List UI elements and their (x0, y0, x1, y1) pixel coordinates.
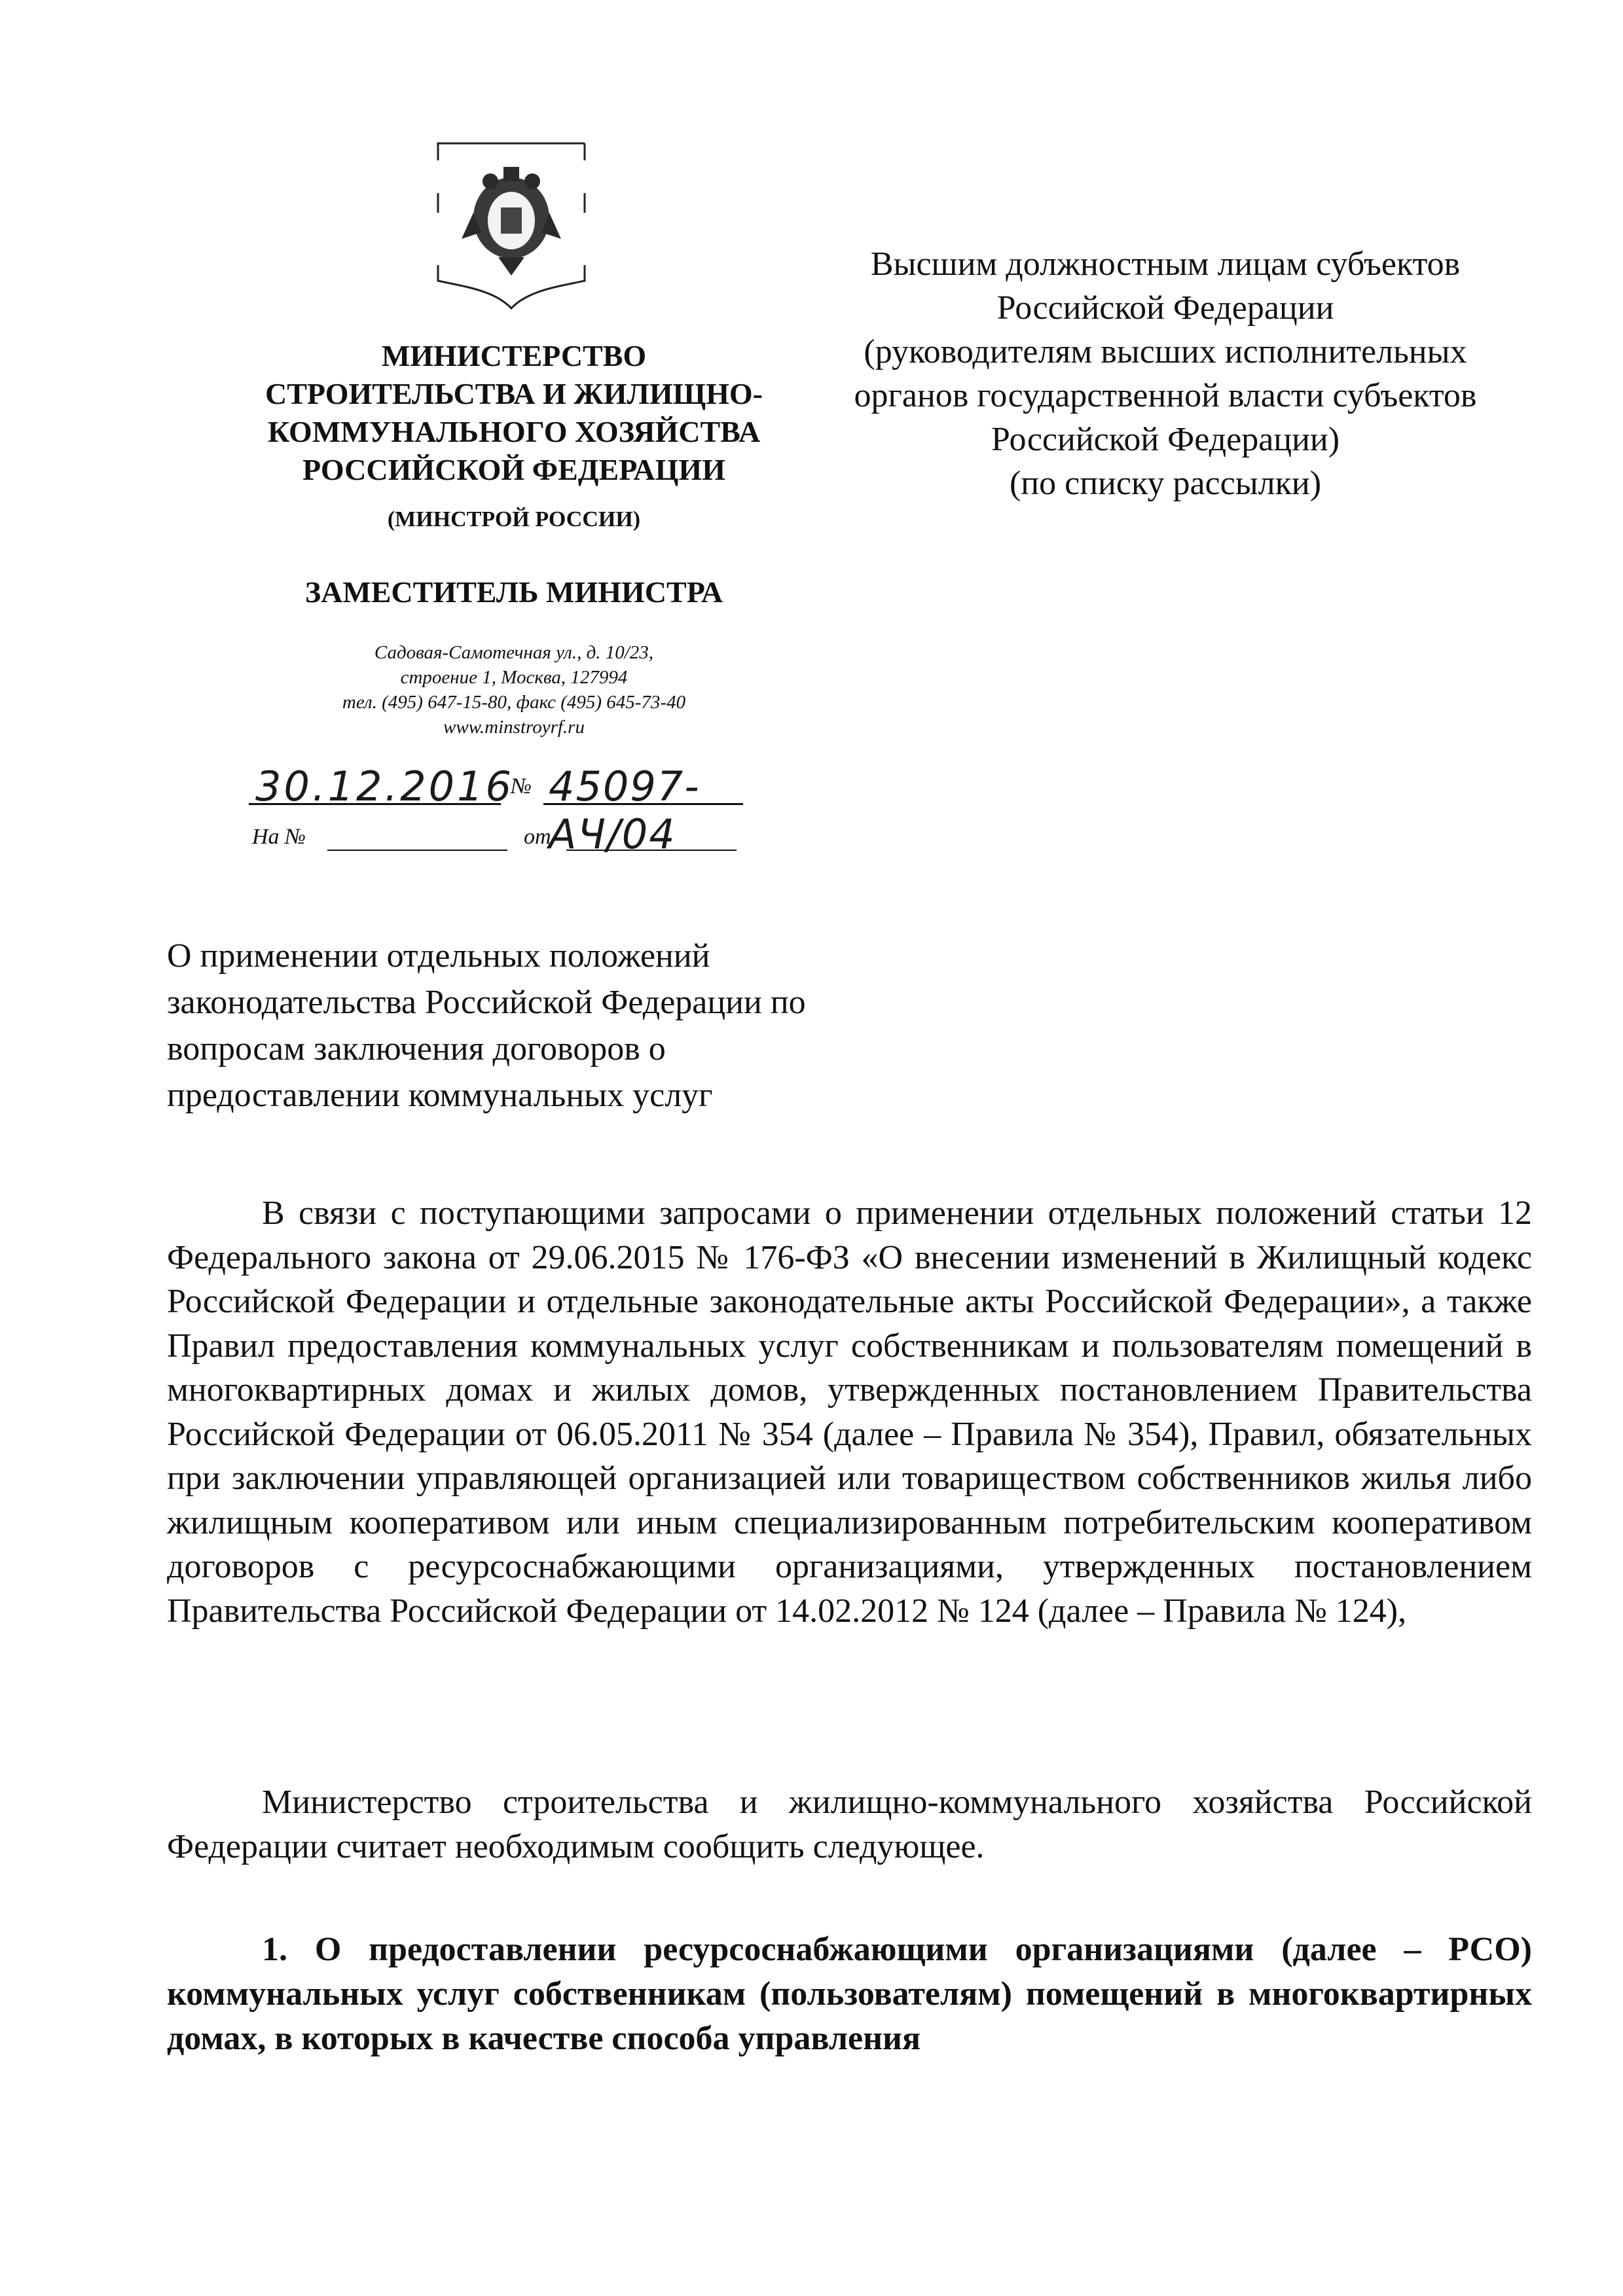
subject-line: О применении отдельных положений (167, 937, 710, 975)
reference-number-blank (327, 850, 507, 851)
subject-line: вопросам заключения договоров о (167, 1030, 666, 1067)
ministry-name-line: РОССИЙСКОЙ ФЕДЕРАЦИИ (302, 453, 725, 486)
website-line: www.minstroyrf.ru (443, 717, 585, 738)
body-paragraph: В связи с поступающими запросами о применении отдельных положений статьи 12 Федерального закона от 29.06.2015 № 176-ФЗ «О внесении изменений в Жилищный кодекс Российской Федерации и отдельные законодательные акты Российской Федерации», а также Правил предоставления коммунальных услуг собственникам и пользователям помещений в многоквартирных домах и жилых домов, утвержденных постановлением Правительства Российской Федерации от 06.05.2011 № 354 (далее – Правила № 354), Правил, обязательных при заключении управляющей организацией или товариществом собственников жилья либо жилищным кооперативом или иным специализированным потребительским кооперативом договоров с ресурсоснабжающими организациями, утвержденных постановлением Правительства Российской Федерации от 14.02.2012 № 124 (далее – Правила № 124), (167, 1194, 1532, 1630)
ministry-short-name: (МИНСТРОЙ РОССИИ) (387, 507, 641, 531)
ministry-name-line: КОММУНАЛЬНОГО ХОЗЯЙСТВА (267, 415, 761, 448)
date-underline (249, 803, 501, 805)
coat-of-arms-icon (435, 141, 587, 312)
reference-date-blank (566, 850, 737, 851)
address-line: строение 1, Москва, 127994 (400, 667, 628, 688)
address-line: Садовая-Самотечная ул., д. 10/23, (374, 642, 654, 663)
ministry-name-line: МИНИСТЕРСТВО (381, 339, 647, 372)
addressee-line: Российской Федерации (996, 289, 1334, 327)
addressee-line: (по списку рассылки) (1009, 465, 1322, 502)
addressee-line: Высшим должностным лицам субъектов (870, 245, 1461, 283)
addressee-line: Российской Федерации) (991, 421, 1340, 458)
registration-number: 45097-АЧ/04 (549, 762, 701, 858)
addressee-line: органов государственной власти субъектов (854, 377, 1477, 414)
body-paragraph: Министерство строительства и жилищно-коммунального хозяйства Российской Федерации считает необходимым сообщить следующее. (167, 1784, 1532, 1865)
reference-from-label: от (524, 825, 551, 849)
address-line: тел. (495) 647-15-80, факс (495) 645-73-40 (342, 692, 686, 713)
addressee-block (805, 242, 1525, 505)
ministry-name (236, 337, 792, 489)
registration-date: 30.12.2016 (255, 762, 514, 810)
reference-row (252, 825, 750, 857)
ministry-address (275, 640, 753, 740)
addressee-line: (руководителям высших исполнительных (864, 333, 1467, 370)
ministry-name-line: СТРОИТЕЛЬСТВА И ЖИЛИЩНО- (265, 377, 763, 410)
deputy-minister-title: ЗАМЕСТИТЕЛЬ МИНИСТРА (304, 575, 723, 609)
section-heading: 1. О предоставлении ресурсоснабжающими организациями (далее – РСО) коммунальных услуг собственникам (пользователям) помещений в многоквартирных домах, в которых в качестве способа управления (167, 1931, 1532, 2057)
number-sign: № (511, 774, 532, 798)
reference-label: На № (252, 825, 306, 849)
letter-subject (167, 933, 953, 1119)
number-underline (543, 803, 743, 805)
subject-line: законодательства Российской Федерации по (167, 984, 806, 1021)
subject-line: предоставлении коммунальных услуг (167, 1077, 713, 1114)
